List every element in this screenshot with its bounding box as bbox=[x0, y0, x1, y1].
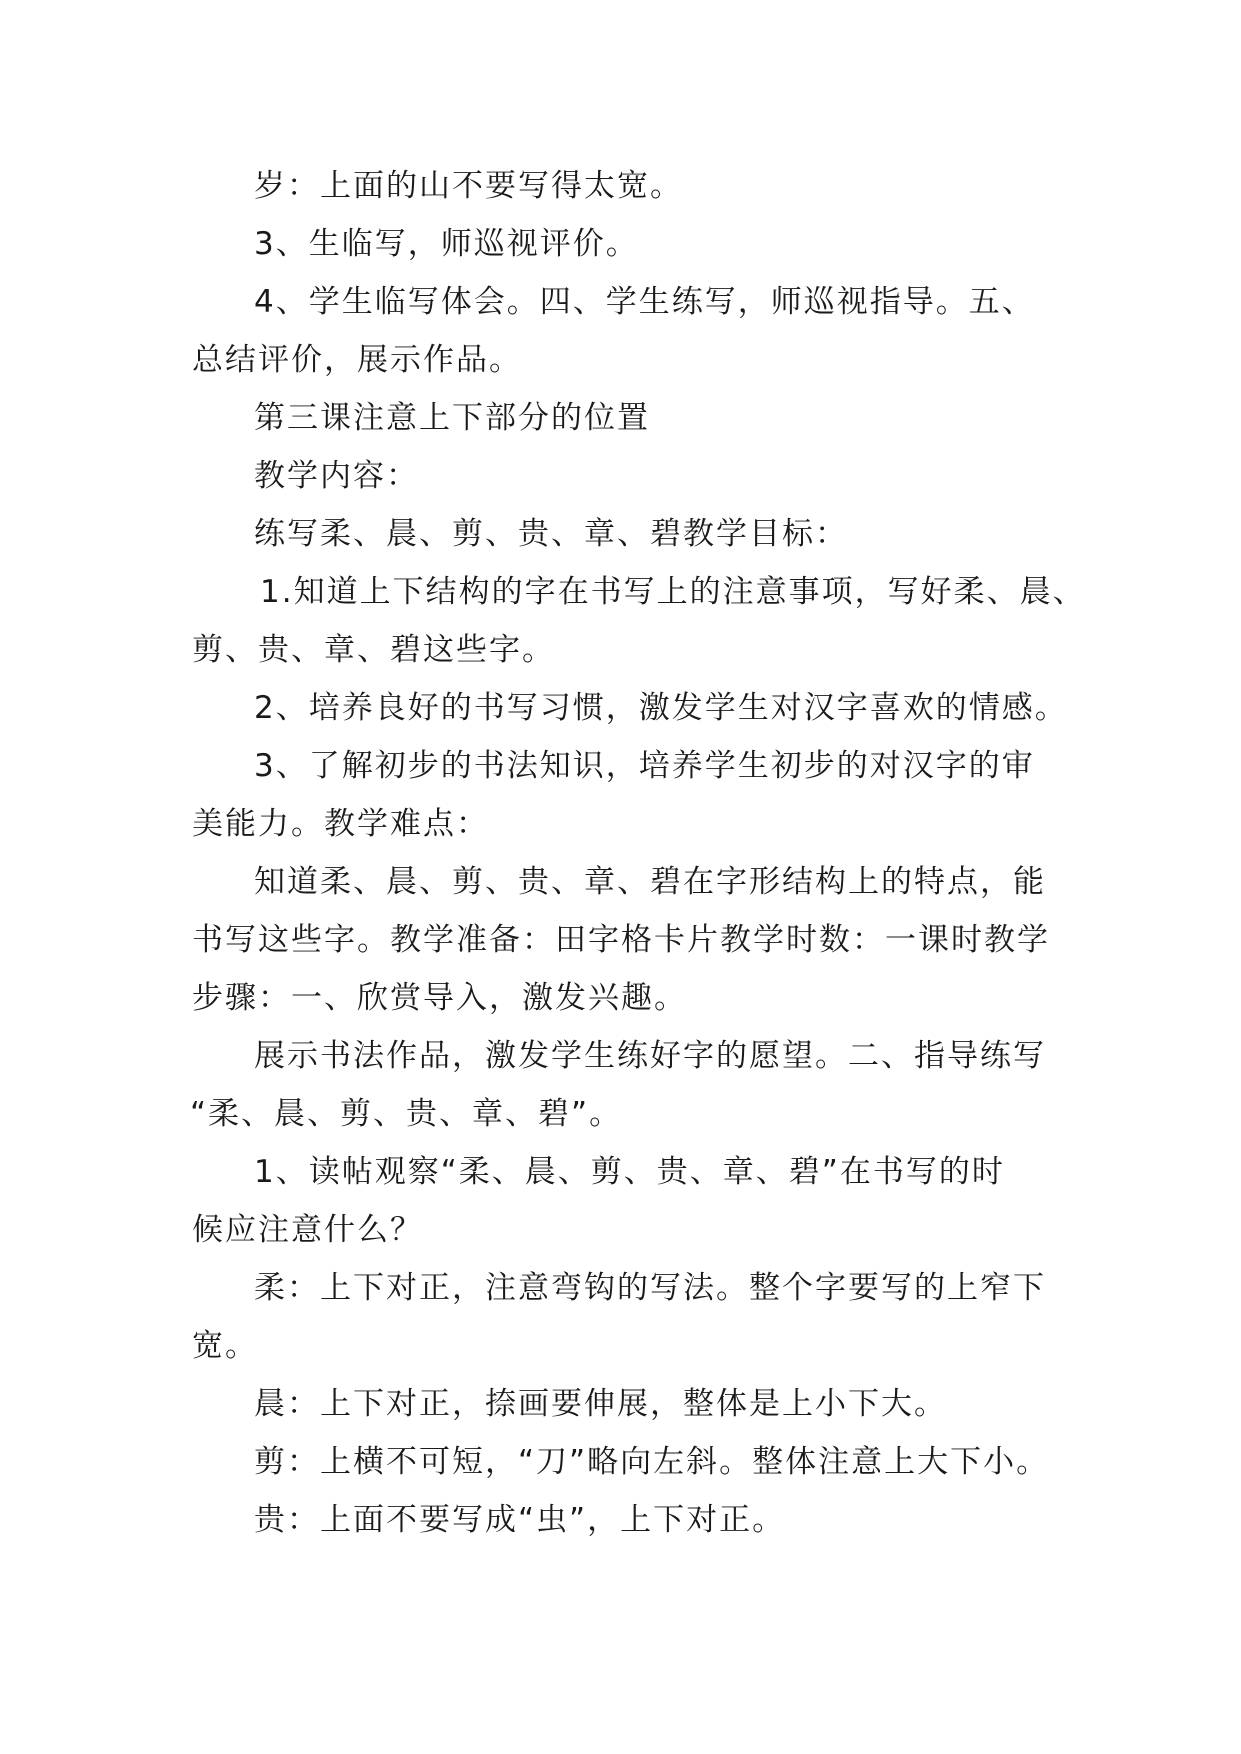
text-line: 步骤：一、欣赏导入，激发兴趣。 bbox=[192, 980, 687, 1016]
text-line: 第三课注意上下部分的位置 bbox=[254, 400, 650, 436]
text-line: 展示书法作品，激发学生练好字的愿望。二、指导练写 bbox=[254, 1038, 1046, 1074]
text-line: 1、读帖观察“柔、晨、剪、贵、章、碧”在书写的时 bbox=[254, 1154, 1005, 1190]
text-line: 柔：上下对正，注意弯钩的写法。整个字要写的上窄下 bbox=[254, 1270, 1046, 1306]
text-line: 4、学生临写体会。四、学生练写，师巡视指导。五、 bbox=[254, 284, 1035, 320]
text-line: 教学内容： bbox=[254, 458, 419, 494]
text-line: 书写这些字。教学准备：田字格卡片教学时数：一课时教学 bbox=[192, 922, 1050, 958]
text-line: 2、培养良好的书写习惯，激发学生对汉字喜欢的情感。 bbox=[254, 690, 1068, 726]
text-line: 岁：上面的山不要写得太宽。 bbox=[254, 168, 683, 204]
text-line: 剪：上横不可短，“刀”略向左斜。整体注意上大下小。 bbox=[254, 1444, 1050, 1480]
text-line: 练写柔、晨、剪、贵、章、碧教学目标： bbox=[254, 516, 848, 552]
text-line: 3、生临写，师巡视评价。 bbox=[254, 226, 639, 262]
text-line: 知道柔、晨、剪、贵、章、碧在字形结构上的特点，能 bbox=[254, 864, 1046, 900]
text-line: 美能力。教学难点： bbox=[192, 806, 489, 842]
text-line: 候应注意什么？ bbox=[192, 1212, 423, 1248]
text-line: “柔、晨、剪、贵、章、碧”。 bbox=[190, 1096, 623, 1132]
text-line: 宽。 bbox=[192, 1328, 258, 1364]
text-line: 晨：上下对正，捺画要伸展，整体是上小下大。 bbox=[254, 1386, 947, 1422]
text-line: 剪、贵、章、碧这些字。 bbox=[192, 632, 555, 668]
text-line: 总结评价，展示作品。 bbox=[192, 342, 522, 378]
text-line: 1.知道上下结构的字在书写上的注意事项，写好柔、晨、 bbox=[260, 574, 1086, 610]
text-line: 3、了解初步的书法知识，培养学生初步的对汉字的审 bbox=[254, 748, 1035, 784]
text-line: 贵：上面不要写成“虫”，上下对正。 bbox=[254, 1502, 786, 1538]
